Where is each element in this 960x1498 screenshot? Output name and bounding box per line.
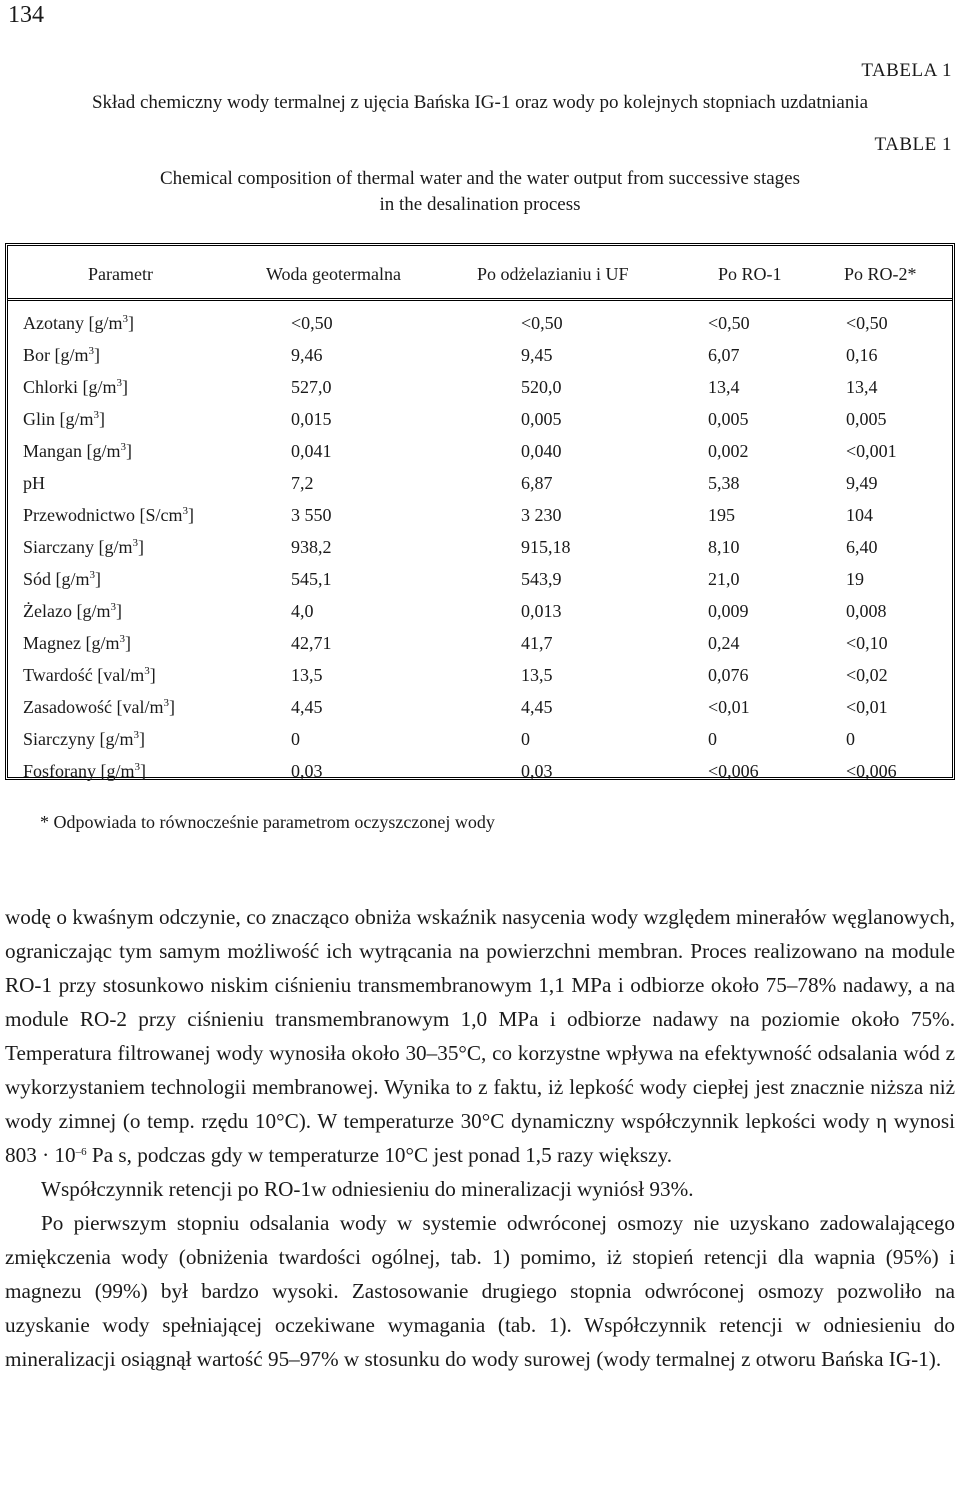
parameter-name: Siarczyny [g/m [23, 729, 134, 749]
parameter-unit-close: ] [138, 729, 145, 749]
value-po-ro2: 0,008 [846, 601, 887, 621]
table-row [8, 630, 952, 662]
value-po-odzelazianiu: <0,50 [521, 313, 563, 333]
parameter-cell [23, 374, 128, 400]
parameter-name: Żelazo [g/m [23, 601, 111, 621]
value-po-ro2: 104 [846, 505, 873, 525]
value-po-ro2: <0,50 [846, 313, 888, 333]
parameter-cell [23, 534, 144, 560]
value-woda-geotermalna: 42,71 [291, 633, 332, 653]
parameter-name: Fosforany [g/m [23, 761, 135, 781]
value-po-ro2: 0 [846, 729, 855, 749]
value-po-odzelazianiu: 41,7 [521, 633, 553, 653]
value-po-odzelazianiu: 13,5 [521, 665, 553, 685]
value-po-ro1: 13,4 [708, 377, 740, 397]
value-po-ro2: 13,4 [846, 377, 878, 397]
value-woda-geotermalna: 7,2 [291, 473, 314, 493]
parameter-unit-close: ] [127, 313, 134, 333]
unit-exponent: 3 [182, 505, 188, 517]
value-po-ro2: 0,005 [846, 409, 887, 429]
parameter-unit-close: ] [95, 569, 102, 589]
unit-exponent: 3 [134, 761, 140, 773]
value-po-odzelazianiu: 543,9 [521, 569, 562, 589]
value-po-ro1: 0,24 [708, 633, 740, 653]
value-po-odzelazianiu: 0 [521, 729, 530, 749]
table-label-pl: TABELA 1 [861, 60, 952, 81]
parameter-unit-close: ] [168, 697, 175, 717]
parameter-cell [23, 566, 101, 592]
parameter-unit-close: ] [149, 665, 156, 685]
value-po-odzelazianiu: 0,013 [521, 601, 562, 621]
parameter-cell [23, 630, 131, 656]
parameter-name: Bor [g/m [23, 345, 89, 365]
parameter-name: Sód [g/m [23, 569, 90, 589]
value-woda-geotermalna: 545,1 [291, 569, 332, 589]
value-po-ro2: 9,49 [846, 473, 878, 493]
unit-exponent: 3 [144, 665, 150, 677]
parameter-name: Twardość [val/m [23, 665, 145, 685]
parameter-unit-close: ] [125, 441, 132, 461]
parameter-name: Chlorki [g/m [23, 377, 117, 397]
parameter-cell [23, 694, 175, 720]
value-woda-geotermalna: 0,03 [291, 761, 323, 781]
table-row [8, 502, 952, 534]
parameter-name: Magnez [g/m [23, 633, 120, 653]
parameter-name: Przewodnictwo [S/cm [23, 505, 183, 525]
value-po-ro2: 6,40 [846, 537, 878, 557]
table-row [8, 534, 952, 566]
value-po-ro1: 0,005 [708, 409, 749, 429]
unit-exponent: 3 [132, 537, 138, 549]
value-po-odzelazianiu: 520,0 [521, 377, 562, 397]
header-po-odzelazianiu: Po odżelazianiu i UF [477, 264, 629, 284]
value-po-odzelazianiu: 9,45 [521, 345, 553, 365]
parameter-unit-close: ] [94, 345, 100, 365]
value-po-odzelazianiu: 0,040 [521, 441, 562, 461]
page-number: 134 [8, 2, 44, 28]
parameter-unit-close: ] [140, 761, 146, 781]
parameter-cell [23, 758, 146, 784]
table-row [8, 694, 952, 726]
value-po-odzelazianiu: 0,03 [521, 761, 553, 781]
value-woda-geotermalna: 0,041 [291, 441, 332, 461]
value-po-odzelazianiu: 0,005 [521, 409, 562, 429]
unit-exponent: 3 [120, 441, 126, 453]
table-row [8, 598, 952, 630]
value-po-ro1: <0,01 [708, 697, 750, 717]
table-title-en-continued: in the desalination process [379, 194, 581, 215]
parameter-name: Azotany [g/m [23, 313, 123, 333]
value-po-ro1: 0,002 [708, 441, 749, 461]
value-woda-geotermalna: 4,45 [291, 697, 323, 717]
table-title-en: Chemical composition of thermal water and the water output from successive stages [159, 168, 800, 189]
value-po-ro1: 0,076 [708, 665, 749, 685]
unit-exponent: 3 [110, 601, 116, 613]
parameter-unit-close: ] [122, 377, 128, 397]
unit-exponent: 3 [133, 729, 139, 741]
unit-exponent: 3 [116, 377, 122, 389]
table-row [8, 374, 952, 406]
paragraph-text: Pa s, podczas gdy w temperaturze 10°C jest ponad 1,5 razy większy. [86, 1143, 673, 1167]
unit-exponent: 3 [119, 633, 125, 645]
header-po-ro2: Po RO-2* [844, 264, 917, 284]
parameter-name: Zasadowość [val/m [23, 697, 164, 717]
parameter-cell [23, 310, 134, 336]
parameter-unit-close: ] [115, 601, 122, 621]
paragraph [5, 900, 955, 1172]
table-row [8, 406, 952, 438]
paragraph-text: wodę o kwaśnym odczynie, co znacząco obniża wskaźnik nasycenia wody względem minerałów węglanowych, ograniczając tym samym możliwość ich wytrącania na powierzchni membran. Proces realizowano na module RO-1 przy stosunkowo niskim ciśnieniu transmembranowym 1,1 MPa i odbiorze około 75–78% nadawy, a na module RO-2 przy ciśnieniu transmembranowym 1,0 MPa i odbiorze nadawy na poziomie około 75%. Temperatura filtrowanej wody wynosiła około 30–35°C, co korzystne wpływa na efektywność odsalania wód z wykorzystaniem technologii membranowej. Wynika to z faktu, iż lepkość wody ciepłej jest znacznie niższa niż wody zimnej (o temp. rzędu 10°C). W temperaturze 30°C dynamiczny współczynnik lepkości wody η wynosi 803 · 10 [5, 905, 955, 1167]
value-woda-geotermalna: 13,5 [291, 665, 323, 685]
value-po-odzelazianiu: 6,87 [521, 473, 553, 493]
header-parametr: Parametr [88, 264, 153, 284]
table-row [8, 726, 952, 758]
value-po-ro2: <0,10 [846, 633, 888, 653]
value-woda-geotermalna: 3 550 [291, 505, 332, 525]
value-po-ro2: <0,001 [846, 441, 897, 461]
value-po-ro1: 6,07 [708, 345, 740, 365]
table-row [8, 470, 952, 502]
unit-exponent: 3 [163, 697, 169, 709]
value-po-ro1: 195 [708, 505, 735, 525]
parameter-cell [23, 662, 156, 688]
parameter-name: pH [23, 473, 45, 493]
table-row [8, 438, 952, 470]
value-woda-geotermalna: 9,46 [291, 345, 323, 365]
parameter-unit-close: ] [99, 409, 105, 429]
header-woda-geotermalna: Woda geotermalna [266, 264, 401, 284]
value-po-ro2: <0,006 [846, 761, 897, 781]
table-row [8, 662, 952, 694]
parameter-cell [23, 342, 100, 368]
value-woda-geotermalna: <0,50 [291, 313, 333, 333]
value-po-odzelazianiu: 915,18 [521, 537, 571, 557]
table-row [8, 758, 952, 790]
parameter-unit-close: ] [137, 537, 144, 557]
parameter-cell [23, 406, 105, 432]
value-woda-geotermalna: 938,2 [291, 537, 332, 557]
parameter-unit-close: ] [124, 633, 131, 653]
value-woda-geotermalna: 4,0 [291, 601, 314, 621]
value-po-ro1: 5,38 [708, 473, 740, 493]
value-po-ro1: <0,50 [708, 313, 750, 333]
header-po-ro1: Po RO-1 [718, 264, 782, 284]
parameter-cell [23, 502, 194, 528]
chemical-composition-table [5, 243, 955, 780]
value-po-odzelazianiu: 4,45 [521, 697, 553, 717]
table-row [8, 342, 952, 374]
table-row [8, 566, 952, 598]
exponent: –6 [75, 1146, 87, 1158]
parameter-unit-close: ] [187, 505, 194, 525]
value-po-ro1: <0,006 [708, 761, 759, 781]
unit-exponent: 3 [93, 409, 99, 421]
value-po-ro1: 0 [708, 729, 717, 749]
parameter-cell [23, 438, 132, 464]
paragraph: Po pierwszym stopniu odsalania wody w systemie odwróconej osmozy nie uzyskano zadowalającego zmiękczenia wody (obniżenia twardości ogólnej, tab. 1) pomimo, iż stopień retencji dla wapnia (95%) i magnezu (99%) był bardzo wysoki. Zastosowanie drugiego stopnia odwróconej osmozy pozwoliło na uzyskanie wody spełniającej oczekiwane wymagania (tab. 1). Współczynnik retencji w odniesieniu do mineralizacji osiągnął wartość 95–97% w stosunku do wody surowej (wody termalnej z otworu Bańska IG-1). [5, 1211, 955, 1371]
table-row [8, 310, 952, 342]
body-text [5, 900, 955, 1376]
table-title-pl: Skład chemiczny wody termalnej z ujęcia Bańska IG-1 oraz wody po kolejnych stopniach uzdatniania [91, 92, 869, 113]
parameter-name: Glin [g/m [23, 409, 94, 429]
value-woda-geotermalna: 0,015 [291, 409, 332, 429]
value-po-ro2: 19 [846, 569, 864, 589]
unit-exponent: 3 [89, 569, 96, 581]
table-footnote: * Odpowiada to równocześnie parametrom oczyszczonej wody [40, 812, 495, 832]
value-po-ro2: <0,01 [846, 697, 888, 717]
value-woda-geotermalna: 0 [291, 729, 300, 749]
value-po-ro1: 0,009 [708, 601, 749, 621]
parameter-name: Mangan [g/m [23, 441, 121, 461]
parameter-cell [23, 726, 145, 752]
parameter-cell [23, 598, 122, 624]
paragraph: Współczynnik retencji po RO-1w odniesieniu do mineralizacji wyniósł 93%. [41, 1177, 694, 1201]
value-woda-geotermalna: 527,0 [291, 377, 332, 397]
parameter-cell [23, 470, 45, 496]
value-po-ro1: 21,0 [708, 569, 740, 589]
unit-exponent: 3 [88, 345, 94, 357]
value-po-ro2: 0,16 [846, 345, 878, 365]
value-po-ro1: 8,10 [708, 537, 740, 557]
unit-exponent: 3 [122, 313, 128, 325]
header-separator [8, 298, 952, 301]
value-po-odzelazianiu: 3 230 [521, 505, 562, 525]
parameter-name: Siarczany [g/m [23, 537, 133, 557]
table-label-en: TABLE 1 [874, 134, 952, 155]
value-po-ro2: <0,02 [846, 665, 888, 685]
